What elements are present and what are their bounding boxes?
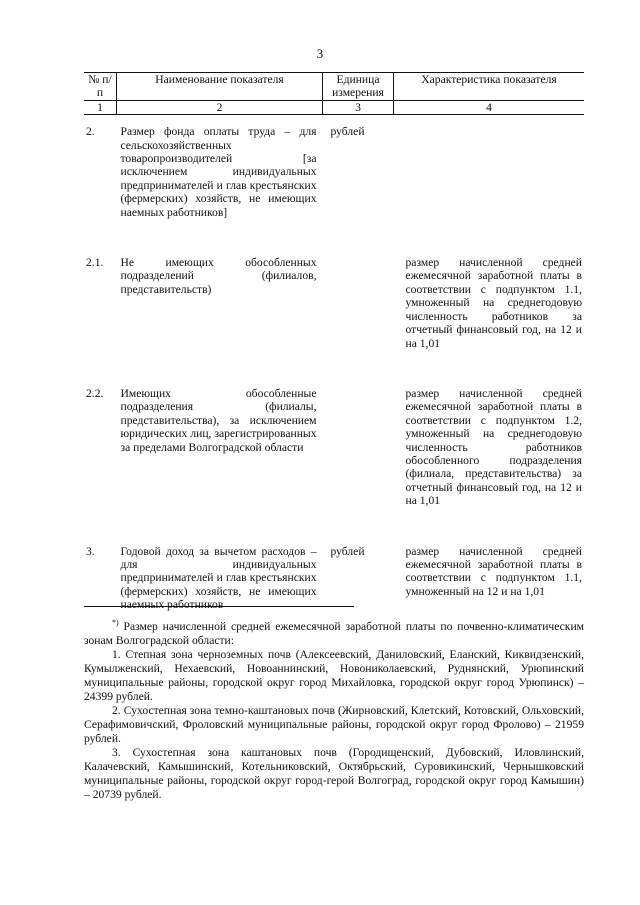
row-num: 2.1. xyxy=(86,256,104,270)
row-name: Не имеющих обособленных подразделений (филиалов, представительств) xyxy=(120,256,317,296)
footnote-divider xyxy=(84,606,354,607)
footnote-intro xyxy=(84,620,584,648)
footnote-marker: *) xyxy=(112,618,119,628)
page-number: 3 xyxy=(316,46,324,61)
table-row xyxy=(84,115,584,246)
row-unit: рублей xyxy=(330,125,365,139)
row-desc: размер начисленной средней ежемесячной заработной платы в соответствии с подпунктом 1.2, умноженный на среднегодовую численность работников обособленного подразделения (филиала, представительства) за отчетный финансовый год, на 12 и на 1,01 xyxy=(405,386,582,508)
col-number: 1 xyxy=(84,100,117,114)
row-name: Размер фонда оплаты труда – для сельскохозяйственных товаропроизводителей [за исключением индивидуальных предпринимателей и глав крестьянских (фермерских) хозяйств, не имеющих наемных работников] xyxy=(120,125,317,219)
header-desc: Характеристика показателя xyxy=(394,73,585,101)
table-header-row xyxy=(84,73,584,101)
row-desc xyxy=(394,115,585,246)
table-row xyxy=(84,377,584,535)
row-unit xyxy=(323,246,394,377)
header-name: Наименование показателя xyxy=(117,73,323,101)
col-number: 4 xyxy=(394,100,585,114)
row-desc: размер начисленной средней ежемесячной заработной платы в соответствии с подпунктом 1.1, умноженный на 12 и на 1,01 xyxy=(405,544,582,598)
header-unit: Единица измерения xyxy=(323,73,394,101)
footnote-item: 1. Степная зона черноземных почв (Алексеевский, Даниловский, Еланский, Киквидзенский, Кумылженский, Нехаевский, Новоаннинский, Новониколаевский, Руднянский, Урюпинский муниципальные районы, городской округ город Михайловка, городской округ город Урюпинск) – 24399 рублей. xyxy=(84,648,584,703)
footnote-item: 2. Сухостепная зона темно-каштановых почв (Жирновский, Клетский, Котовский, Ольховский, Серафимовичский, Фроловский муниципальные районы, городской округ город Фролово) – 21959 рублей. xyxy=(84,704,584,745)
row-unit: рублей xyxy=(330,544,365,558)
indicators-table xyxy=(84,72,584,639)
row-name: Годовой доход за вычетом расходов – для индивидуальных предпринимателей и глав крестьянских (фермерских) хозяйств, не имеющих наемных работников xyxy=(120,544,317,612)
footnote-intro-text: Размер начисленной средней ежемесячной заработной платы по почвенно-климатическим зонам Волгоградской области: xyxy=(84,620,584,647)
row-name: Имеющих обособленные подразделения (филиалы, представительства), за исключением юридических лиц, зарегистрированных за пределами Волгоградской области xyxy=(120,386,317,454)
col-number: 2 xyxy=(117,100,323,114)
col-number: 3 xyxy=(323,100,394,114)
row-num: 2.2. xyxy=(86,386,104,400)
table-row xyxy=(84,246,584,377)
row-num: 3. xyxy=(86,544,95,558)
row-desc: размер начисленной средней ежемесячной заработной платы в соответствии с подпунктом 1.1, умноженный на среднегодовую численность работников за отчетный финансовый год, на 12 и на 1,01 xyxy=(405,256,582,350)
row-unit xyxy=(323,377,394,535)
footnotes xyxy=(84,620,584,802)
row-num: 2. xyxy=(86,125,95,139)
footnote-item: 3. Сухостепная зона каштановых почв (Городищенский, Дубовский, Иловлинский, Калачевский, Камышинский, Котельниковский, Октябрьский, Суровикинский, Чернышковский муниципальные районы, городской округ город-герой Волгоград, городской округ город Камышин) – 20739 рублей. xyxy=(84,746,584,801)
column-number-row xyxy=(84,100,584,114)
header-num: № п/п xyxy=(84,73,117,101)
